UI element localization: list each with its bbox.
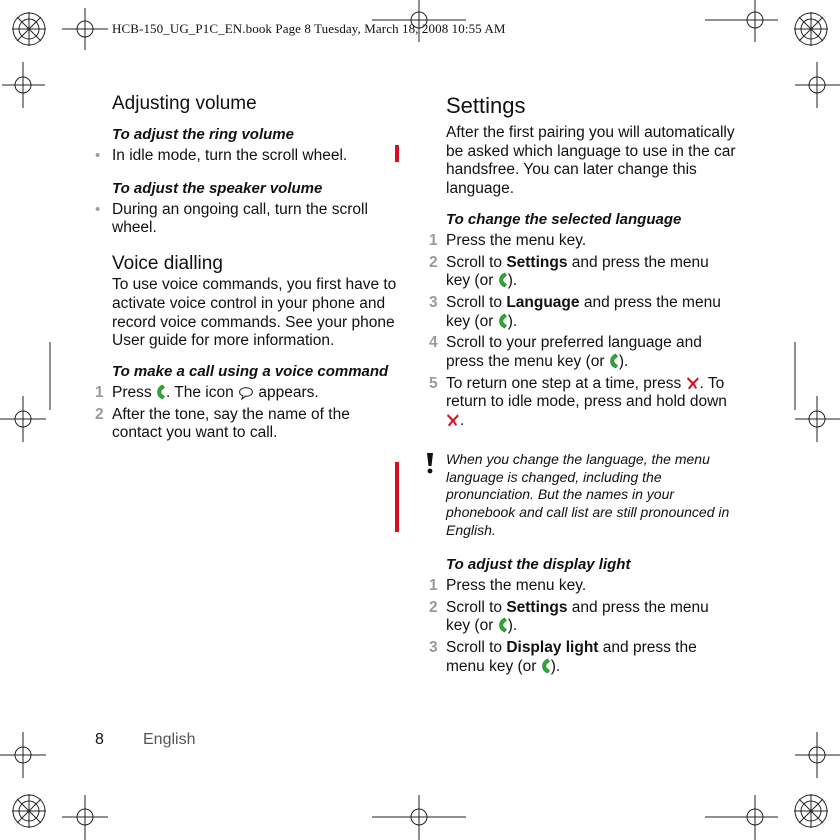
step-text: Press the menu key. xyxy=(446,231,587,249)
speaker-volume-list xyxy=(95,200,402,238)
bullet-text: During an ongoing call, turn the scroll wheel. xyxy=(112,200,368,237)
step-number: 1 xyxy=(429,576,438,594)
menu-item-settings: Settings xyxy=(506,253,568,271)
note-text: When you change the language, the menu language is changed, including the pronunciation. But the names in your phonebook and call list are still pronounced in English. xyxy=(446,450,730,539)
list-item xyxy=(95,405,402,443)
step-number: 1 xyxy=(429,231,438,249)
change-bar xyxy=(395,462,399,532)
step-text: ). xyxy=(618,353,629,371)
step-number: 4 xyxy=(429,334,438,352)
step-text: Scroll to xyxy=(446,598,502,616)
note-block xyxy=(446,451,736,540)
call-key-icon xyxy=(541,658,551,674)
footer-language: English xyxy=(143,731,196,748)
page-number: 8 xyxy=(95,731,104,748)
step-text: ). xyxy=(507,312,518,330)
call-key-icon xyxy=(609,353,619,369)
list-item xyxy=(429,253,736,291)
list-item xyxy=(429,576,736,596)
step-number: 3 xyxy=(429,293,438,311)
task-title-ring-volume: To adjust the ring volume xyxy=(112,126,294,143)
step-text: and press the menu key (or xyxy=(446,253,709,290)
step-text: Scroll to your preferred language and press the menu key (or xyxy=(446,334,702,371)
list-item xyxy=(429,293,736,331)
step-text: . xyxy=(460,412,465,430)
step-number: 2 xyxy=(429,253,438,271)
step-text: To return one step at a time, press xyxy=(446,374,682,392)
end-key-icon xyxy=(446,412,460,428)
call-key-icon xyxy=(498,272,508,288)
speech-bubble-icon xyxy=(238,386,254,400)
print-header: HCB-150_UG_P1C_EN.book Page 8 Tuesday, March 18, 2008 10:55 AM xyxy=(112,21,506,36)
ring-volume-list xyxy=(95,147,402,166)
call-key-icon xyxy=(156,384,166,400)
list-item xyxy=(429,231,736,251)
step-text: and press the menu key (or xyxy=(446,638,697,675)
section-heading-voice-dialling: Voice dialling xyxy=(112,253,223,275)
display-light-steps xyxy=(429,576,736,677)
step-text: and press the menu key (or xyxy=(446,293,721,330)
step-number: 5 xyxy=(429,374,438,392)
end-key-icon xyxy=(686,375,700,391)
step-text: Scroll to xyxy=(446,293,502,311)
step-number: 3 xyxy=(429,638,438,656)
step-number: 1 xyxy=(95,383,104,401)
list-item xyxy=(95,383,402,403)
list-item xyxy=(95,147,402,166)
step-text: . To return to idle mode, press and hold down xyxy=(446,374,727,411)
menu-item-display-light: Display light xyxy=(506,638,599,656)
section-heading-adjusting-volume: Adjusting volume xyxy=(112,93,257,114)
step-text: ). xyxy=(507,272,518,290)
call-key-icon xyxy=(498,617,508,633)
step-text: After the tone, say the name of the contact you want to call. xyxy=(112,405,350,442)
list-item xyxy=(429,598,736,636)
step-text: appears. xyxy=(258,383,319,401)
step-text: Scroll to xyxy=(446,638,502,656)
step-text: ). xyxy=(550,657,561,675)
task-title-speaker-volume: To adjust the speaker volume xyxy=(112,179,323,197)
voice-call-steps xyxy=(95,383,402,443)
language-steps xyxy=(429,231,736,431)
list-item xyxy=(429,374,736,431)
step-text: . The icon xyxy=(165,383,234,401)
task-title-display-light: To adjust the display light xyxy=(446,555,631,573)
step-text: Press xyxy=(112,383,152,401)
bullet-icon: • xyxy=(95,200,101,218)
list-item xyxy=(95,200,402,238)
menu-item-language: Language xyxy=(506,293,580,311)
step-number: 2 xyxy=(95,405,104,423)
step-text: Scroll to xyxy=(446,253,502,271)
bullet-text: In idle mode, turn the scroll wheel. xyxy=(112,147,348,164)
step-text: ). xyxy=(507,617,518,635)
menu-item-settings: Settings xyxy=(506,598,568,616)
voice-dialling-intro: To use voice commands, you first have to activate voice control in your phone and record voice commands. See your phone User guide for more information. xyxy=(112,276,397,350)
step-text: and press the menu key (or xyxy=(446,598,709,635)
task-title-change-language: To change the selected language xyxy=(446,210,682,228)
list-item xyxy=(429,638,736,676)
exclamation-note-icon xyxy=(424,452,436,476)
right-column xyxy=(429,92,736,676)
task-title-voice-call: To make a call using a voice command xyxy=(112,362,389,380)
left-column xyxy=(95,92,402,443)
call-key-icon xyxy=(498,313,508,329)
bullet-icon: • xyxy=(95,147,101,164)
page-title-settings: Settings xyxy=(446,93,526,118)
step-text: Press the menu key. xyxy=(446,576,587,594)
step-number: 2 xyxy=(429,598,438,616)
list-item xyxy=(429,334,736,371)
settings-intro: After the first pairing you will automatically be asked which language to use in the car handsfree. You can later change this language. xyxy=(446,124,736,198)
